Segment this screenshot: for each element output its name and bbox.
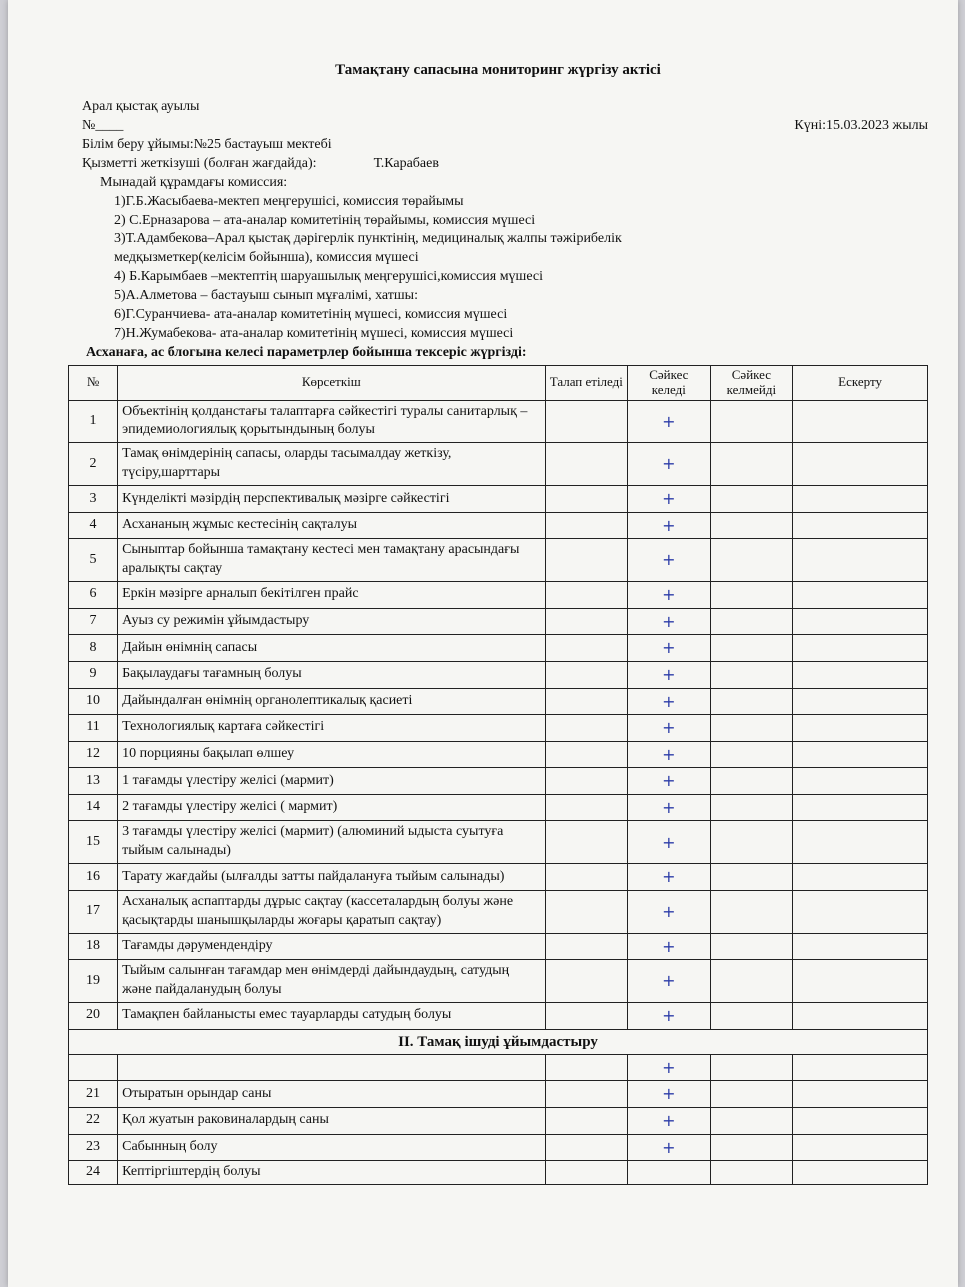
- row-compliant-mark: +: [628, 1081, 711, 1108]
- supplier-label: Қызметті жеткізуші (болған жағдайда):: [82, 155, 317, 171]
- row-noncompliant: [710, 1054, 793, 1081]
- row-required: [545, 608, 628, 635]
- row-compliant-mark: +: [628, 539, 711, 582]
- row-indicator: Технологиялық картаға сәйкестігі: [118, 715, 545, 742]
- row-required: [545, 400, 628, 443]
- row-compliant-mark: +: [628, 661, 711, 688]
- row-compliant-mark: +: [628, 821, 711, 864]
- row-compliant-mark: +: [628, 635, 711, 662]
- row-note: [793, 443, 928, 486]
- row-compliant-mark: +: [628, 486, 711, 513]
- row-compliant-mark: +: [628, 960, 711, 1003]
- row-number: 19: [69, 960, 118, 1003]
- row-indicator: 3 тағамды үлестіру желісі (мармит) (алюминий ыдыста суытуға тыйым салынады): [118, 821, 545, 864]
- row-required: [545, 1003, 628, 1030]
- row-number: 13: [69, 768, 118, 795]
- row-compliant-mark: +: [628, 741, 711, 768]
- row-noncompliant: [710, 768, 793, 795]
- member-item: 6)Г.Суранчиева- ата-аналар комитетінің мүшесі, комиссия мүшесі: [114, 307, 508, 323]
- row-noncompliant: [710, 635, 793, 662]
- table-row: [69, 1003, 928, 1030]
- row-compliant-mark: +: [628, 400, 711, 443]
- row-noncompliant: [710, 864, 793, 891]
- row-compliant-mark: +: [628, 864, 711, 891]
- row-required: [545, 821, 628, 864]
- row-note: [793, 635, 928, 662]
- row-required: [545, 741, 628, 768]
- row-indicator: Тамақпен байланысты емес тауарларды сатудың болуы: [118, 1003, 545, 1030]
- row-noncompliant: [710, 933, 793, 960]
- table-row: [69, 443, 928, 486]
- row-note: [793, 715, 928, 742]
- member-item: 4) Б.Карымбаев –мектептің шаруашылық меңгерушісі,комиссия мүшесі: [114, 269, 543, 285]
- row-number: [69, 1054, 118, 1081]
- village-line: Арал қыстақ ауылы: [82, 99, 200, 115]
- row-indicator: Бақылаудағы тағамның болуы: [118, 661, 545, 688]
- row-noncompliant: [710, 741, 793, 768]
- row-number: 9: [69, 661, 118, 688]
- row-required: [545, 933, 628, 960]
- row-indicator: 10 порцияны бақылап өлшеу: [118, 741, 545, 768]
- row-required: [545, 582, 628, 609]
- member-item: 3)Т.Адамбекова–Арал қыстақ дәрігерлік пунктінің, медициналық жалпы тәжірибелік: [114, 231, 622, 247]
- table-row: [69, 635, 928, 662]
- row-indicator: Тарату жағдайы (ылғалды затты пайдалануға тыйым салынады): [118, 864, 545, 891]
- row-noncompliant: [710, 661, 793, 688]
- row-indicator: Объектінің қолданстағы талаптарға сәйкестігі туралы санитарлық – эпидемиологиялық қорытындының болуы: [118, 400, 545, 443]
- row-noncompliant: [710, 890, 793, 933]
- row-required: [545, 1108, 628, 1135]
- table-row: [69, 933, 928, 960]
- row-compliant-mark: +: [628, 608, 711, 635]
- row-noncompliant: [710, 688, 793, 715]
- row-compliant-mark: +: [628, 1054, 711, 1081]
- header-required: Талап етіледі: [545, 365, 628, 400]
- section-title: ІІ. Тамақ ішуді ұйымдастыру: [69, 1029, 928, 1054]
- row-required: [545, 768, 628, 795]
- check-heading: Асханаға, ас блогына келесі параметрлер бойынша тексеріс жүргізді:: [86, 344, 527, 360]
- row-note: [793, 1108, 928, 1135]
- table-row: [69, 1081, 928, 1108]
- row-noncompliant: [710, 1134, 793, 1161]
- row-note: [793, 933, 928, 960]
- row-number: 1: [69, 400, 118, 443]
- row-number: 17: [69, 890, 118, 933]
- row-required: [545, 960, 628, 1003]
- row-noncompliant: [710, 486, 793, 513]
- row-noncompliant: [710, 794, 793, 821]
- row-indicator: Тамақ өнімдерінің сапасы, оларды тасымалдау жеткізу, түсіру,шарттары: [118, 443, 545, 486]
- table-row: [69, 400, 928, 443]
- table-row: [69, 821, 928, 864]
- school-line: Білім беру ұйымы:№25 бастауыш мектебі: [82, 137, 332, 153]
- row-compliant-mark: +: [628, 688, 711, 715]
- row-compliant-mark: +: [628, 443, 711, 486]
- row-note: [793, 688, 928, 715]
- row-noncompliant: [710, 1108, 793, 1135]
- row-compliant-mark: +: [628, 512, 711, 539]
- row-noncompliant: [710, 608, 793, 635]
- row-indicator: Ауыз су режимін ұйымдастыру: [118, 608, 545, 635]
- number-field: №____: [82, 118, 124, 134]
- table-row: [69, 1108, 928, 1135]
- row-note: [793, 1134, 928, 1161]
- row-note: [793, 741, 928, 768]
- row-compliant-mark: +: [628, 715, 711, 742]
- commission-intro: Мынадай құрамдағы комиссия:: [100, 174, 288, 190]
- row-number: 23: [69, 1134, 118, 1161]
- row-required: [545, 1161, 628, 1185]
- row-note: [793, 400, 928, 443]
- row-number: 12: [69, 741, 118, 768]
- row-number: 8: [69, 635, 118, 662]
- row-noncompliant: [710, 1081, 793, 1108]
- row-required: [545, 635, 628, 662]
- row-note: [793, 864, 928, 891]
- header-compliant: Сәйкес келеді: [628, 365, 711, 400]
- row-indicator: 2 тағамды үлестіру желісі ( мармит): [118, 794, 545, 821]
- row-noncompliant: [710, 1003, 793, 1030]
- row-indicator: Тағамды дәрумендендіру: [118, 933, 545, 960]
- row-required: [545, 539, 628, 582]
- table-row: [69, 864, 928, 891]
- row-noncompliant: [710, 715, 793, 742]
- row-indicator: Сыныптар бойынша тамақтану кестесі мен тамақтану арасындағы аралықты сақтау: [118, 539, 545, 582]
- row-noncompliant: [710, 443, 793, 486]
- row-indicator: Дайын өнімнің сапасы: [118, 635, 545, 662]
- row-number: 14: [69, 794, 118, 821]
- table-row: [69, 794, 928, 821]
- row-note: [793, 661, 928, 688]
- row-indicator: Күнделікті мәзірдің перспективалық мәзірге сәйкестігі: [118, 486, 545, 513]
- row-number: 18: [69, 933, 118, 960]
- row-note: [793, 539, 928, 582]
- row-required: [545, 486, 628, 513]
- member-item: 2) С.Ерназарова – ата-аналар комитетінің төрайымы, комиссия мүшесі: [114, 212, 536, 228]
- table-row: [69, 1161, 928, 1185]
- row-compliant-mark: [628, 1161, 711, 1185]
- row-required: [545, 864, 628, 891]
- row-indicator: 1 тағамды үлестіру желісі (мармит): [118, 768, 545, 795]
- row-note: [793, 1003, 928, 1030]
- row-number: 11: [69, 715, 118, 742]
- row-required: [545, 890, 628, 933]
- table-row: [69, 741, 928, 768]
- document-page: [8, 0, 958, 1287]
- row-compliant-mark: +: [628, 582, 711, 609]
- date-field: Күні:15.03.2023 жылы: [794, 118, 928, 134]
- row-indicator: Тыйым салынған тағамдар мен өнімдерді дайындаудың, сатудың және пайдаланудың болуы: [118, 960, 545, 1003]
- row-number: 21: [69, 1081, 118, 1108]
- table-row: [69, 960, 928, 1003]
- row-note: [793, 821, 928, 864]
- row-indicator: Сабынның болу: [118, 1134, 545, 1161]
- row-noncompliant: [710, 582, 793, 609]
- row-note: [793, 960, 928, 1003]
- row-required: [545, 1081, 628, 1108]
- commission-list: [68, 193, 928, 344]
- row-note: [793, 794, 928, 821]
- table-header-row: [69, 365, 928, 400]
- supplier-name: Т.Карабаев: [373, 155, 439, 171]
- row-compliant-mark: +: [628, 1134, 711, 1161]
- row-indicator: Асхананың жұмыс кестесінің сақталуы: [118, 512, 545, 539]
- row-required: [545, 715, 628, 742]
- member-item: 1)Г.Б.Жасыбаева-мектеп меңгерушісі, комиссия төрайымы: [114, 193, 464, 209]
- header-number: №: [69, 365, 118, 400]
- row-noncompliant: [710, 512, 793, 539]
- row-required: [545, 1134, 628, 1161]
- supplier-line: [68, 155, 928, 174]
- row-note: [793, 890, 928, 933]
- row-number: 7: [69, 608, 118, 635]
- row-noncompliant: [710, 539, 793, 582]
- row-note: [793, 1161, 928, 1185]
- row-number: 16: [69, 864, 118, 891]
- table-row: [69, 715, 928, 742]
- row-indicator: Отыратын орындар саны: [118, 1081, 545, 1108]
- header-noncompliant: Сәйкес келмейді: [710, 365, 793, 400]
- table-row: [69, 661, 928, 688]
- row-note: [793, 1054, 928, 1081]
- row-indicator: [118, 1054, 545, 1081]
- section-row: [69, 1029, 928, 1054]
- row-compliant-mark: +: [628, 933, 711, 960]
- row-noncompliant: [710, 960, 793, 1003]
- row-compliant-mark: +: [628, 1108, 711, 1135]
- row-note: [793, 608, 928, 635]
- table-row: [69, 688, 928, 715]
- row-number: 24: [69, 1161, 118, 1185]
- table-row: [69, 582, 928, 609]
- row-compliant-mark: +: [628, 1003, 711, 1030]
- row-number: 20: [69, 1003, 118, 1030]
- table-row: [69, 512, 928, 539]
- header-note: Ескерту: [793, 365, 928, 400]
- table-row: [69, 486, 928, 513]
- table-row: [69, 890, 928, 933]
- row-number: 5: [69, 539, 118, 582]
- row-note: [793, 768, 928, 795]
- row-note: [793, 486, 928, 513]
- row-number: 6: [69, 582, 118, 609]
- row-required: [545, 512, 628, 539]
- document-sheet: [68, 60, 928, 1185]
- table-row: [69, 608, 928, 635]
- header-indicator: Көрсеткіш: [118, 365, 545, 400]
- row-noncompliant: [710, 400, 793, 443]
- row-required: [545, 1054, 628, 1081]
- row-note: [793, 1081, 928, 1108]
- row-required: [545, 688, 628, 715]
- row-number: 3: [69, 486, 118, 513]
- row-indicator: Кептіргіштердің болуы: [118, 1161, 545, 1185]
- table-row: [69, 1054, 928, 1081]
- row-number: 22: [69, 1108, 118, 1135]
- row-required: [545, 794, 628, 821]
- row-indicator: Қол жуатын раковиналардың саны: [118, 1108, 545, 1135]
- row-number: 4: [69, 512, 118, 539]
- number-date-row: [68, 117, 928, 136]
- row-compliant-mark: +: [628, 768, 711, 795]
- table-row: [69, 539, 928, 582]
- row-note: [793, 512, 928, 539]
- row-indicator: Асханалық аспаптарды дұрыс сақтау (кассеталардың болуы және қасықтарды шанышқыларды жоғары қаратып сақтау): [118, 890, 545, 933]
- member-item: 7)Н.Жумабекова- ата-аналар комитетінің мүшесі, комиссия мүшесі: [114, 325, 514, 341]
- row-required: [545, 661, 628, 688]
- row-number: 2: [69, 443, 118, 486]
- row-indicator: Еркін мәзірге арналып бекітілген прайс: [118, 582, 545, 609]
- row-required: [545, 443, 628, 486]
- inspection-table: [68, 365, 928, 1185]
- row-number: 10: [69, 688, 118, 715]
- table-row: [69, 1134, 928, 1161]
- row-indicator: Дайындалған өнімнің органолептикалық қасиеті: [118, 688, 545, 715]
- row-note: [793, 582, 928, 609]
- member-item: 5)А.Алметова – бастауыш сынып мұғалімі, хатшы:: [114, 288, 418, 304]
- row-compliant-mark: +: [628, 890, 711, 933]
- table-row: [69, 768, 928, 795]
- member-item: медқызметкер(келісім бойынша), комиссия мүшесі: [114, 250, 419, 266]
- row-compliant-mark: +: [628, 794, 711, 821]
- document-title: Тамақтану сапасына мониторинг жүргізу актісі: [335, 62, 661, 78]
- row-noncompliant: [710, 1161, 793, 1185]
- row-number: 15: [69, 821, 118, 864]
- row-noncompliant: [710, 821, 793, 864]
